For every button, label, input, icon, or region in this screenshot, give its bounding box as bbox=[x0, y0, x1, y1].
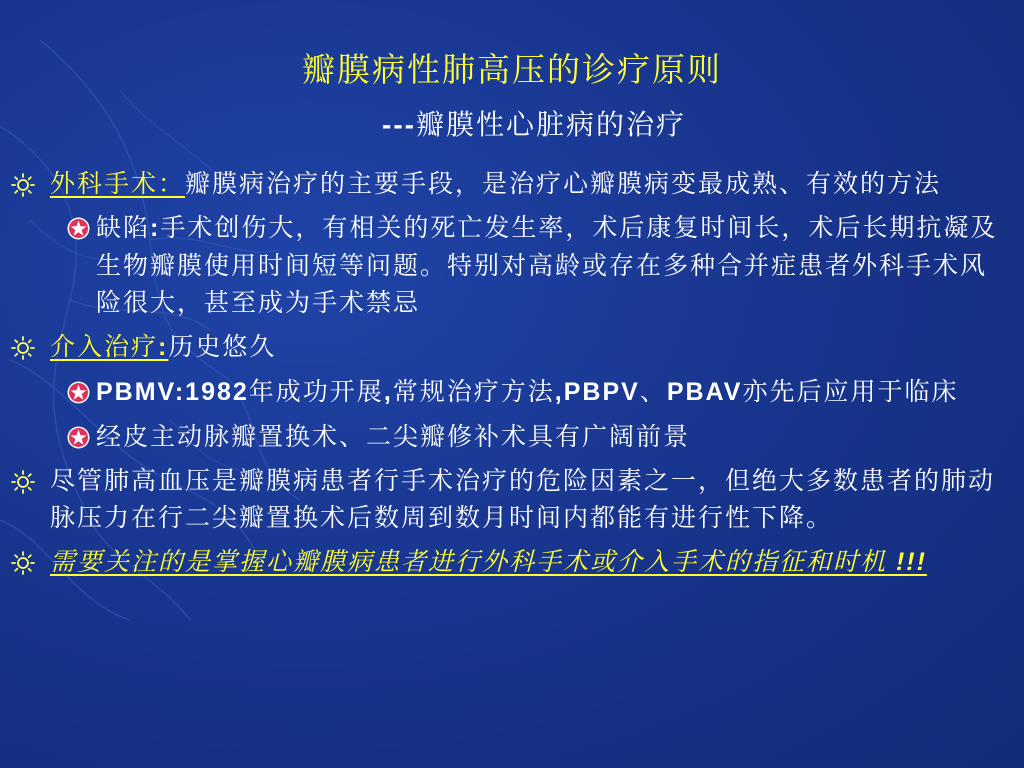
intervention-label-text: 介入治疗 bbox=[50, 332, 159, 361]
defects-colon: : bbox=[150, 214, 161, 242]
surgery-text: 瓣膜病治疗的主要手段，是治疗心瓣膜病变最成熟、有效的方法 bbox=[185, 169, 942, 198]
sun-bullet-icon bbox=[11, 173, 35, 197]
list-item-surgery bbox=[0, 165, 1010, 202]
list-subitem-defects bbox=[0, 209, 1010, 321]
sun-bullet-icon bbox=[11, 470, 35, 494]
pbmv-sep: 、 bbox=[639, 377, 667, 406]
star-in-circle-icon bbox=[66, 425, 91, 450]
star-in-circle-icon bbox=[66, 380, 91, 405]
pbmv-comma-1: , bbox=[383, 378, 393, 406]
bullet-list bbox=[0, 165, 1010, 588]
subtitle-text: 瓣膜性心脏病的治疗 bbox=[415, 108, 686, 141]
intervention-label bbox=[50, 332, 168, 361]
surgery-label: 外科手术： bbox=[50, 169, 186, 198]
pbmv-pbpv: ,PBPV bbox=[554, 378, 640, 406]
pbmv-pbav: PBAV bbox=[666, 378, 743, 406]
pbmv-text-3: 亦先后应用于临床 bbox=[742, 377, 959, 406]
intervention-colon: : bbox=[158, 333, 169, 361]
list-item-intervention bbox=[0, 328, 1010, 366]
pbmv-year: PBMV:1982 bbox=[96, 378, 249, 406]
pbmv-text-2: 常规治疗方法 bbox=[392, 377, 555, 406]
prospects-text: 经皮主动脉瓣置换术、二尖瓣修补术具有广阔前景 bbox=[96, 422, 691, 451]
defects-text: 手术创伤大，有相关的死亡发生率，术后康复时间长，术后长期抗凝及生物瓣膜使用时间短等问题。特别对高龄或存在多种合并症患者外科手术风险很大，甚至成为手术禁忌 bbox=[96, 213, 998, 317]
indication-suffix: !!! bbox=[887, 548, 927, 576]
intervention-text: 历史悠久 bbox=[168, 332, 277, 361]
sun-bullet-icon bbox=[11, 551, 35, 575]
pbmv-text-1: 年成功开展 bbox=[248, 377, 384, 406]
list-subitem-prospects bbox=[0, 418, 1010, 455]
slide-title: 瓣膜病性肺高压的诊疗原则 bbox=[302, 50, 722, 89]
indication-main: 需要关注的是掌握心瓣膜病患者进行外科手术或介入手术的指征和时机 bbox=[50, 547, 888, 576]
star-in-circle-icon bbox=[66, 216, 91, 241]
sun-bullet-icon bbox=[11, 336, 35, 360]
indication-text bbox=[50, 547, 927, 576]
list-item-pressure bbox=[0, 462, 1010, 536]
list-item-indication bbox=[0, 543, 1010, 581]
subtitle-dash: --- bbox=[382, 109, 416, 140]
slide-subtitle bbox=[382, 103, 686, 143]
pressure-text: 尽管肺高血压是瓣膜病患者行手术治疗的危险因素之一，但绝大多数患者的肺动脉压力在行二尖瓣置换术后数周到数月时间内都能有进行性下降。 bbox=[50, 466, 996, 532]
list-subitem-pbmv bbox=[0, 373, 1010, 411]
defects-label: 缺陷 bbox=[96, 213, 151, 242]
